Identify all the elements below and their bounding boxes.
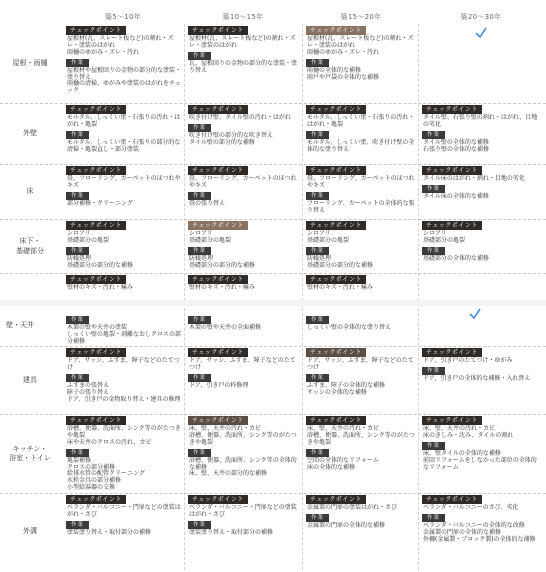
work-text: 金属製の門扉の全体的な補修: [307, 521, 386, 529]
cell-foundation-15-20: [306, 221, 416, 272]
checkpoint-badge: チェックポイント: [66, 26, 126, 35]
checkpoint-text: 畳、フローリング、カーペットのほつれやキズ: [307, 175, 415, 189]
checkpoint-text: ベランダ・バルコニー・門扉などの塗装はがれ・さび: [67, 504, 181, 518]
work-tag: 作業: [422, 247, 445, 255]
checkpoint-badge: チェックポイント: [188, 416, 248, 425]
row-divider: [0, 346, 546, 347]
checkmark-icon: [474, 26, 488, 40]
cell-fittings-10-15: [188, 348, 300, 413]
work-tag: 作業: [66, 521, 89, 529]
work-text: 亀裂補修 クロスの部分補修 給排水管の配管クリーニング 水栓金具の部分補修 小型給湯器の交換: [67, 456, 145, 492]
column-divider: [184, 24, 185, 570]
work-text: 吹き付け壁の部分的な吹き替え タイル壁の部分的な補修: [189, 131, 274, 146]
checkpoint-badge: チェックポイント: [188, 348, 248, 357]
cell-wall-15-20: [306, 105, 416, 163]
checkpoint-badge: チェックポイント: [66, 105, 126, 114]
work-tag: 作業: [306, 247, 329, 255]
checkpoint-text: タイル床のはがれ・割れ・目地の劣化: [423, 175, 525, 182]
work-text: ドア、引き戸の全体的な補修・入れ替え: [423, 374, 531, 382]
work-tag: 作業: [306, 316, 329, 324]
column-divider: [302, 24, 303, 570]
checkpoint-text: 屋根材(瓦、スレート板など)の割れ・ズレ・塗装のはがれ 雨樋のゆがみ・ズレ・汚れ: [307, 35, 414, 56]
work-text: 屋根材や屋根回りの金物の部分的な塗装・塗り替え 雨樋の清掃、ゆがみや塗装のはがれをチェック: [67, 66, 182, 95]
checkpoint-text: 壁材のキズ・汚れ・痛み: [307, 284, 373, 291]
cell-wall-20-30: [422, 105, 542, 163]
row-divider: [0, 414, 546, 415]
cell-fittings-15-20: [306, 348, 416, 413]
work-text: タイル床の全体的な補修: [423, 192, 489, 200]
checkpoint-text: シロアリ 基礎部分の亀裂: [423, 230, 466, 244]
work-tag: 作業: [188, 521, 211, 529]
cell-ceiling-5-10: [66, 315, 182, 346]
checkpoint-text: タイル壁、石張り壁の割れ・はがれ、目地の劣化: [423, 114, 538, 128]
checkpoint-badge: チェックポイント: [306, 495, 366, 504]
cell-roof-10-15: [188, 26, 300, 102]
checkpoint-badge: チェックポイント: [66, 348, 126, 357]
checkpoint-badge: チェックポイント: [66, 416, 126, 425]
cell-wall-10-15: [188, 105, 300, 163]
checkpoint-badge: チェックポイント: [188, 26, 248, 35]
work-text: ふすま、障子の全体的な補修 サッシの全体的な補修: [307, 381, 386, 396]
work-tag: 作業: [306, 374, 329, 382]
checkpoint-badge: チェックポイント: [188, 221, 248, 230]
cell-fittings-5-10: [66, 348, 182, 413]
header-5-10: 築5〜10年: [104, 12, 142, 21]
work-tag: 作業: [422, 185, 445, 193]
checkpoint-badge: チェックポイント: [66, 166, 126, 175]
checkpoint-text: シロアリ 基礎部分の亀裂: [307, 230, 350, 244]
checkpoint-text: 金属製の門扉の塗装はがれ・さび: [307, 504, 398, 511]
work-text: ドア、引き戸の枠修理: [189, 381, 249, 389]
cell-foundation-10-15: [188, 221, 300, 272]
work-text: 防蟻処理 基礎部分の部分的な補修: [189, 254, 256, 269]
work-tag: 作業: [188, 192, 211, 200]
work-text: フローリング、カーペットの全体的な張り替え: [307, 199, 415, 214]
work-text: 基礎部分の全体的な補修: [423, 254, 490, 262]
checkpoint-text: 床、壁、天井の汚れ・カビ 床のきしみ・沈み、タイルの割れ: [423, 425, 514, 439]
work-text: 畳の張り替え: [189, 199, 226, 207]
work-text: 防蟻処理 基礎部分の部分的な補修: [67, 254, 134, 269]
checkpoint-text: ベランダ・バルコニー・門扉などの塗装はがれ・さび: [189, 504, 297, 518]
cell-exterior-10-15: [188, 495, 300, 570]
checkpoint-badge: チェックポイント: [188, 105, 248, 114]
row-label-exterior-wall: 外壁: [23, 129, 37, 138]
header-20-30: 築20〜30年: [460, 12, 502, 21]
checkpoint-badge: チェックポイント: [66, 275, 126, 284]
work-text: 防蟻処理 基礎部分の部分的な補修: [307, 254, 374, 269]
work-text: 雨樋の全体的な補修 雨戸や戸袋の全体的な補修: [307, 66, 380, 81]
work-tag: 作業: [306, 449, 329, 457]
column-divider: [418, 24, 419, 570]
work-text: しっくい壁の全体的な塗り替え: [307, 324, 392, 331]
page-break: [0, 300, 546, 306]
work-text: 塗装塗り替え・取付部分の補修: [189, 528, 274, 536]
work-tag: 作業: [422, 367, 445, 375]
work-text: 床、壁タイルの全体的な補修 前回リフォームをしなかった部位の全体的なリフォーム: [423, 449, 537, 471]
cell-wallmat-10-15: [188, 275, 300, 299]
work-tag: 作業: [306, 131, 329, 139]
checkpoint-text: ベランダ・バルコニーのさび、劣化: [423, 504, 519, 511]
row-divider: [0, 103, 546, 104]
checkpoint-text: 畳、フローリング、カーペットのほつれやキズ: [189, 175, 297, 189]
checkpoint-text: 壁材のキズ・汚れ・痛み: [67, 284, 133, 291]
checkpoint-badge: チェックポイント: [422, 348, 482, 357]
row-label-kitchen-bath: キッチン・ 浴室・トイレ: [9, 444, 51, 462]
work-text: 木製の壁や天井の塗装 しっくい壁の亀裂・剥離なおしクロスの部分補修: [67, 324, 182, 345]
header-10-15: 築10〜15年: [222, 12, 264, 21]
cell-foundation-5-10: [66, 221, 182, 272]
cell-wallmat-5-10: [66, 275, 182, 299]
cell-fittings-20-30: [422, 348, 542, 413]
cell-exterior-5-10: [66, 495, 182, 570]
checkpoint-badge: チェックポイント: [306, 166, 366, 175]
work-tag: 作業: [66, 374, 89, 382]
checkpoint-badge: チェックポイント: [306, 348, 366, 357]
checkpoint-text: 壁材のキズ・汚れ・痛み: [189, 284, 255, 291]
checkpoint-text: 屋根材(瓦、スレート板など)の割れ・ズレ・塗装のはがれ: [189, 35, 296, 49]
checkpoint-text: 屋根材(瓦、スレート板など)の割れ・ズレ・塗装のはがれ 雨樋のゆがみ・ズレ・汚れ: [67, 35, 174, 56]
work-tag: 作業: [422, 514, 445, 522]
row-label-roof: 屋根・雨樋: [12, 59, 48, 68]
checkpoint-text: 床、壁、天井の汚れ・カビ 浴槽、便器、洗面所、シンク等のがたつきや亀裂: [189, 425, 297, 446]
cell-ceiling-10-15: [188, 315, 300, 346]
cell-roof-5-10: [66, 26, 182, 102]
work-tag: 作業: [422, 442, 445, 450]
row-label-floor: 床: [26, 187, 34, 196]
cell-kitchen-5-10: [66, 416, 182, 492]
cell-floor-10-15: [188, 166, 300, 218]
work-tag: 作業: [188, 52, 211, 60]
checkpoint-badge: チェックポイント: [422, 495, 482, 504]
checkpoint-text: 浴槽、便器、洗面所、シンク等のがたつきや亀裂 床や天井のクロスの汚れ、カビ: [67, 425, 181, 446]
cell-floor-20-30: [422, 166, 542, 218]
cell-floor-15-20: [306, 166, 416, 218]
work-text: モルタル、しっくい塗、吹き付け壁の全体的な塗り替え: [307, 138, 415, 153]
checkpoint-text: モルタル、しっくい塗・石張りの汚れ・はがれ・亀裂: [67, 114, 181, 128]
work-tag: 作業: [188, 449, 211, 457]
checkpoint-badge: チェックポイント: [306, 275, 366, 284]
checkpoint-text: ドア、サッシ、ふすま、障子などのたてつけ: [67, 357, 180, 371]
cell-floor-5-10: [66, 166, 182, 218]
work-tag: 作業: [188, 124, 211, 132]
work-text: 部分補修・クリーニング: [67, 199, 133, 207]
cell-wall-5-10: [66, 105, 182, 163]
work-tag: 作業: [306, 192, 329, 200]
checkpoint-text: 吹き付け壁、タイル壁の汚れ・はがれ: [189, 114, 291, 121]
cell-kitchen-10-15: [188, 416, 300, 492]
row-divider: [0, 164, 546, 165]
row-label-foundation: 床下・ 基礎部分: [16, 237, 44, 255]
work-text: タイル壁の全体的な補修 石張り壁の全体的な補修: [423, 138, 490, 153]
checkpoint-text: シロアリ 基礎部分の亀裂: [67, 230, 110, 244]
row-divider: [0, 273, 546, 274]
checkpoint-badge: チェックポイント: [306, 26, 366, 35]
header-15-20: 築15〜20年: [340, 12, 382, 21]
checkpoint-text: ドア、サッシ、ふすま、障子などのたてつけ: [307, 357, 414, 371]
checkpoint-text: モルタル、しっくい塗・石張りの汚れ・はがれ・亀裂: [307, 114, 415, 128]
checkpoint-badge: チェックポイント: [422, 166, 482, 175]
checkpoint-badge: チェックポイント: [188, 166, 248, 175]
cell-kitchen-15-20: [306, 416, 416, 492]
checkpoint-text: ドア、サッシ、ふすま、障子などのたてつけ: [189, 357, 296, 371]
row-label-wall-ceiling: 壁・天井: [6, 321, 34, 330]
work-tag: 作業: [188, 316, 211, 324]
work-tag: 作業: [66, 316, 89, 324]
checkpoint-badge: チェックポイント: [306, 416, 366, 425]
checkmark-icon: [468, 307, 482, 321]
row-divider: [0, 493, 546, 494]
cell-kitchen-20-30: [422, 416, 542, 492]
row-label-fittings: 建具: [23, 375, 37, 384]
row-divider: [0, 219, 546, 220]
checkpoint-badge: チェックポイント: [422, 105, 482, 114]
checkpoint-text: シロアリ 基礎部分の亀裂: [189, 230, 232, 244]
work-text: 空間の全体的なリフォーム 床の全体的な補修: [307, 456, 379, 471]
work-tag: 作業: [306, 514, 329, 522]
work-tag: 作業: [66, 247, 89, 255]
work-text: ベランダ・バルコニーの全体的な改修 金属製の門扉の全体的な補修 外柵(金属製・ブロック製)の全体的な補修: [423, 521, 536, 543]
cell-wallmat-15-20: [306, 275, 416, 299]
work-text: 木製の壁や天井の全面補修: [189, 324, 262, 331]
work-text: 塗装塗り替え・取付部分の補修: [67, 528, 152, 536]
cell-exterior-20-30: [422, 495, 542, 570]
checkpoint-badge: チェックポイント: [422, 221, 482, 230]
checkpoint-badge: チェックポイント: [306, 105, 366, 114]
cell-roof-15-20: [306, 26, 416, 102]
work-tag: 作業: [188, 374, 211, 382]
checkpoint-badge: チェックポイント: [66, 221, 126, 230]
work-tag: 作業: [422, 131, 445, 139]
work-text: モルタル、しっくい塗・石張りの部分的な清掃・亀裂直し・部分塗装: [67, 138, 181, 153]
work-tag: 作業: [66, 449, 89, 457]
checkpoint-text: ドア、引き戸のたてつけ・ゆがみ: [423, 357, 513, 364]
row-label-exterior: 外溝: [23, 527, 37, 536]
cell-ceiling-15-20: [306, 315, 416, 346]
work-tag: 作業: [66, 192, 89, 200]
checkpoint-badge: チェックポイント: [188, 495, 248, 504]
work-text: 浴槽、便器、洗面所、シンク等の全体的な補修 床、壁、天井の部分的な補修: [189, 456, 297, 478]
cell-foundation-20-30: [422, 221, 542, 272]
work-tag: 作業: [306, 59, 329, 67]
work-tag: 作業: [188, 247, 211, 255]
checkpoint-badge: チェックポイント: [422, 416, 482, 425]
checkpoint-text: 畳、フローリング、カーペットのほつれやキズ: [67, 175, 181, 189]
work-text: ふすまの張替え 障子の張り替え ドア、引き戸の金物取り替え・建具の修理: [67, 381, 181, 403]
cell-exterior-15-20: [306, 495, 416, 570]
work-text: 瓦、屋根回りの金物の部分的な塗装・塗り替え: [189, 59, 298, 74]
work-tag: 作業: [66, 59, 89, 67]
checkpoint-badge: チェックポイント: [188, 275, 248, 284]
checkpoint-text: 床、壁、天井の汚れ・カビ 浴槽、便器、洗面所、シンク等のがたつきや亀裂: [307, 425, 415, 446]
work-tag: 作業: [66, 131, 89, 139]
checkpoint-badge: チェックポイント: [306, 221, 366, 230]
checkpoint-badge: チェックポイント: [66, 495, 126, 504]
